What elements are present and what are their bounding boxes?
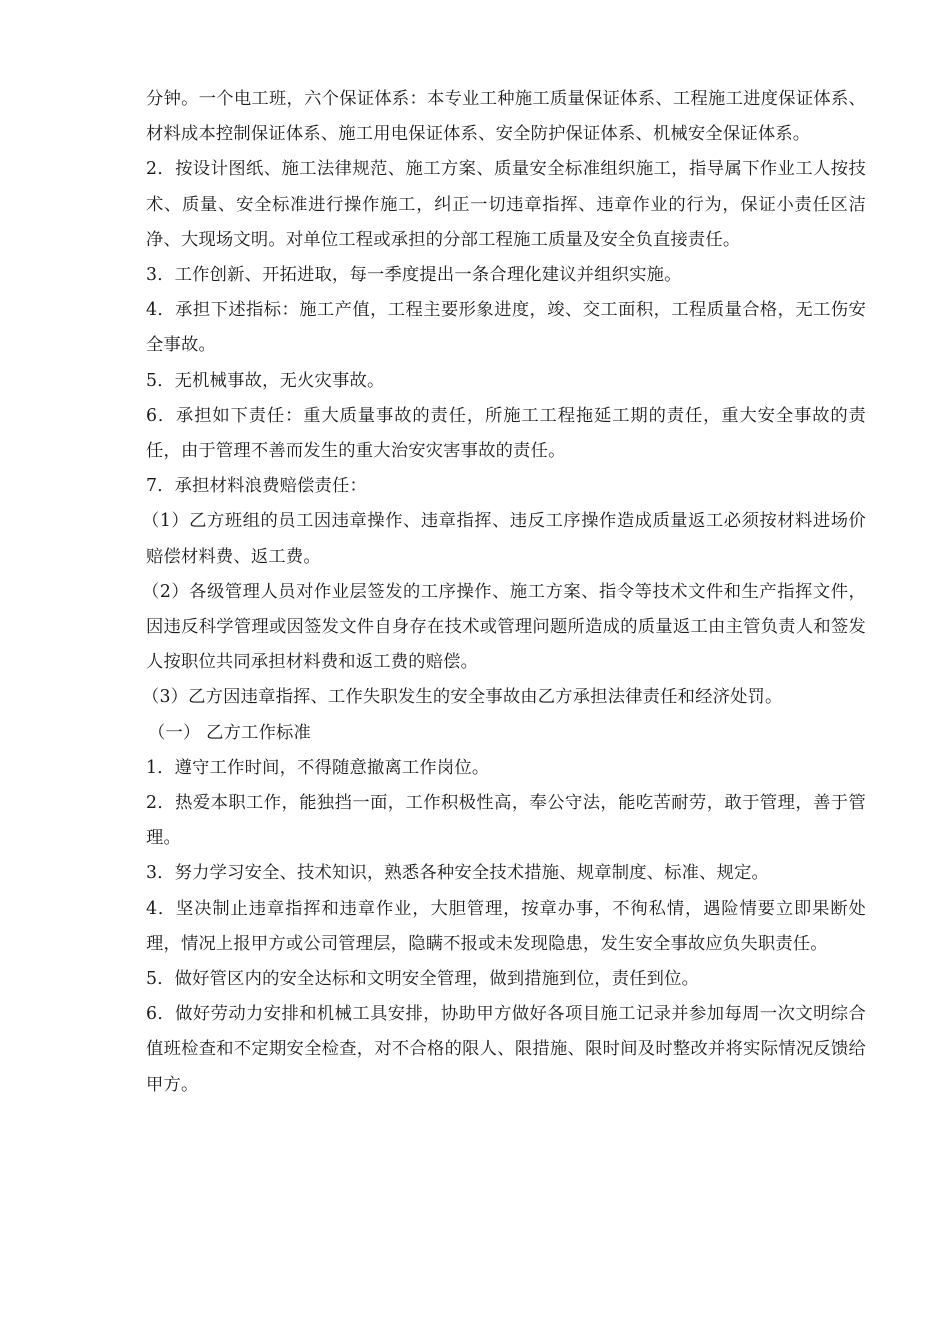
paragraph-item-4: 4．承担下述指标：施工产值，工程主要形象进度，竣、交工面积，工程质量合格，无工伤安全事故。: [146, 300, 866, 356]
section-heading: （一） 乙方工作标准: [148, 722, 312, 743]
paragraph-subitem-1: （1）乙方班组的员工因违章操作、违章指挥、违反工序操作造成质量返工必须按材料进场价赔偿材料费、返工费。: [142, 511, 866, 567]
standard-item-2: 2．热爱本职工作，能独挡一面，工作积极性高，奉公守法，能吃苦耐劳，敢于管理，善于管理。: [146, 793, 866, 849]
standard-item-1: 1．遵守工作时间，不得随意撤离工作岗位。: [146, 757, 490, 778]
paragraph-item-7: 7．承担材料浪费赔偿责任：: [146, 476, 367, 497]
standard-item-5: 5．做好管区内的安全达标和文明安全管理，做到措施到位，责任到位。: [146, 969, 700, 990]
paragraph-item-3: 3．工作创新、开拓进取，每一季度提出一条合理化建议并组织实施。: [146, 265, 682, 286]
standard-item-4: 4．坚决制止违章指挥和违章作业，大胆管理，按章办事，不徇私情，遇险情要立即果断处理，情况上报甲方或公司管理层，隐瞒不报或未发现隐患，发生安全事故应负失职责任。: [146, 898, 866, 954]
standard-item-3: 3．努力学习安全、技术知识，熟悉各种安全技术措施、规章制度、标准、规定。: [146, 863, 770, 884]
paragraph-subitem-3: （3）乙方因违章指挥、工作失职发生的安全事故由乙方承担法律责任和经济处罚。: [142, 687, 783, 708]
paragraph-item-2: 2．按设计图纸、施工法律规范、施工方案、质量安全标准组织施工，指导属下作业工人按技术、质量、安全标准进行操作施工，纠正一切违章指挥、违章作业的行为，保证小责任区洁净、大现场文明。对单位工程或承担的分部工程施工质量及安全负直接责任。: [146, 159, 866, 250]
paragraph-item-5: 5．无机械事故，无火灾事故。: [146, 370, 385, 391]
paragraph-subitem-2: （2）各级管理人员对作业层签发的工序操作、施工方案、指令等技术文件和生产指挥文件，因违反科学管理或因签发文件自身存在技术或管理问题所造成的质量返工由主管负责人和签发人按职位共同承担材料费和返工费的赔偿。: [142, 581, 866, 673]
paragraph-item-6: 6．承担如下责任：重大质量事故的责任，所施工工程拖延工期的责任，重大安全事故的责任，由于管理不善而发生的重大治安灾害事故的责任。: [146, 405, 866, 462]
paragraph-continuation: 分钟。一个电工班，六个保证体系：本专业工种施工质量保证体系、工程施工进度保证体系、材料成本控制保证体系、施工用电保证体系、安全防护保证体系、机械安全保证体系。: [146, 89, 866, 145]
standard-item-6: 6．做好劳动力安排和机械工具安排，协助甲方做好各项目施工记录并参加每周一次文明综合值班检查和不定期安全检查，对不合格的限人、限措施、限时间及时整改并将实际情况反馈给甲方。: [146, 1004, 866, 1095]
document-body: [142, 82, 866, 1103]
